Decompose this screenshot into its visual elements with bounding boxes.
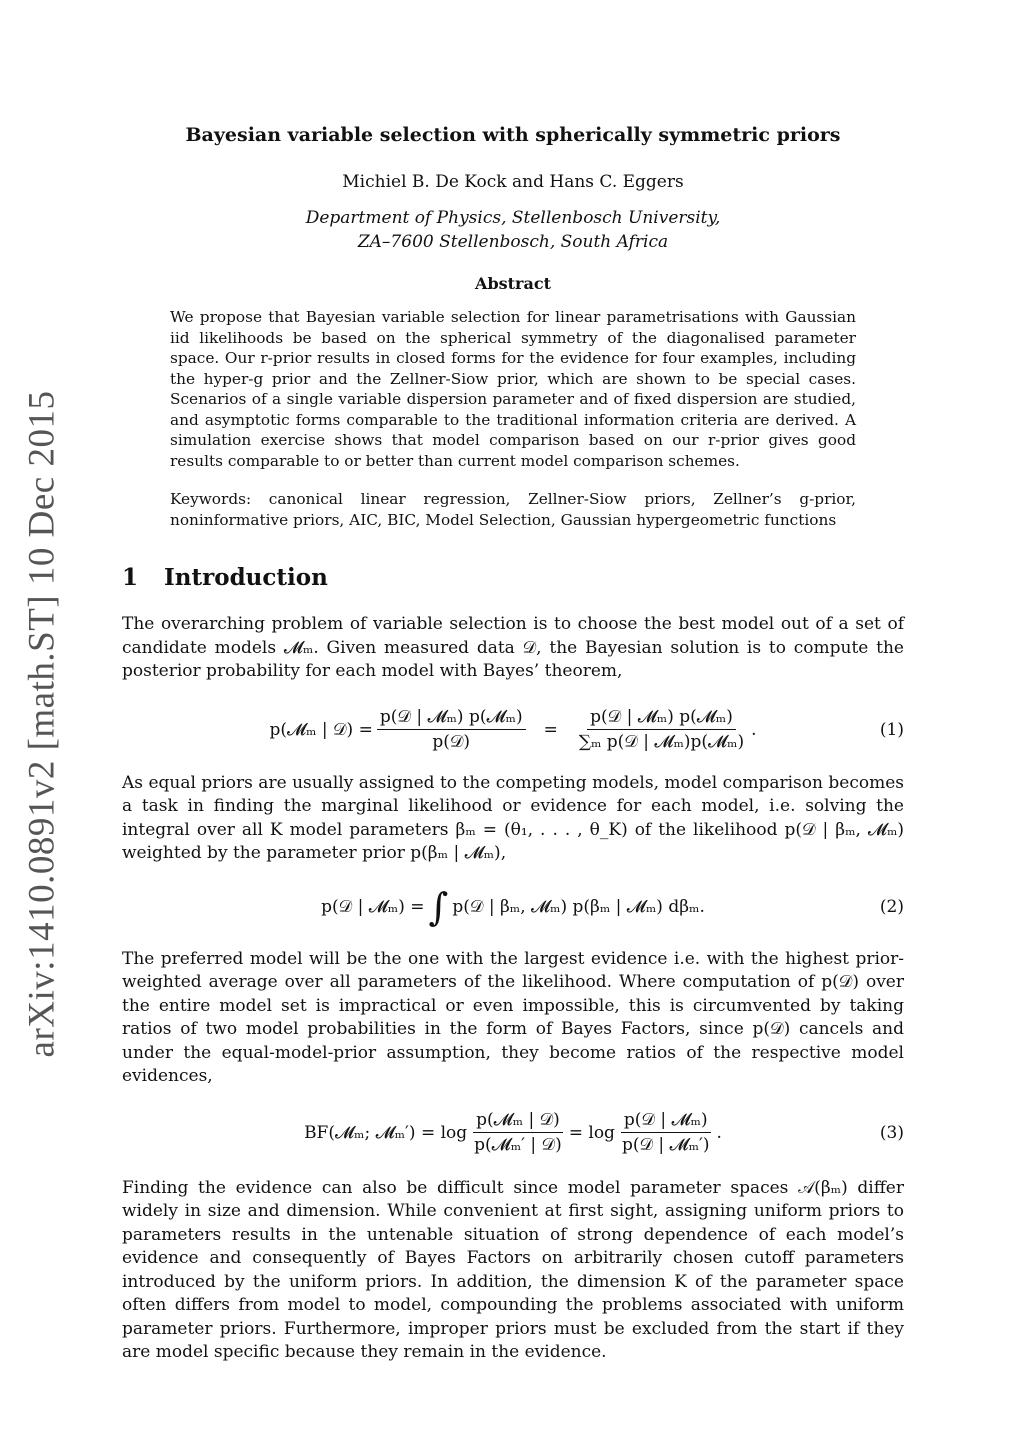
affiliation-line-1: Department of Physics, Stellenbosch University, [305,208,721,228]
integral-sign: ∫ [428,884,449,929]
eq1-frac1-numerator: p(𝒟 | 𝓜ₘ) p(𝓜ₘ) [377,707,526,730]
eq3-lhs: BF(𝓜ₘ; 𝓜ₘ′) = log [304,1122,468,1143]
eq2-rhs: p(𝒟 | βₘ, 𝓜ₘ) p(βₘ | 𝓜ₘ) dβₘ. [452,896,705,917]
eq3-fraction-1 [471,1110,565,1155]
paragraph-4: Finding the evidence can also be difficult since model parameter spaces 𝒜(βₘ) differ widely in size and dimension. While convenient at first sight, assigning uniform priors to parameters results in the untenable situation of strong dependence of each model’s evidence and consequently of Bayes Factors on arbitrarily chosen cutoff parameters introduced by the uniform priors. In addition, the dimension K of the parameter space often differs from model to model, compounding the problems associated with uniform parameter priors. Furthermore, improper priors must be excluded from the start if they are model specific because they remain in the evidence. [122,1177,904,1362]
section-title: Introduction [164,564,328,591]
arxiv-identifier-stamp: arXiv:1410.0891v2 [math.ST] 10 Dec 2015 [21,390,63,1058]
eq2-lhs: p(𝒟 | 𝓜ₘ) = [321,896,425,917]
eq1-lhs: p(𝓜ₘ | 𝒟) = [269,719,373,740]
abstract-text: We propose that Bayesian variable selection for linear parametrisations with Gaussian iid likelihoods be based on the spherical symmetry of the diagonalised parameter space. Our r-prior results in closed forms for the evidence for four examples, including the hyper-g prior and the Zellner-Siow prior, which are shown to be special cases. Scenarios of a single variable dispersion parameter and of fixed dispersion are studied, and asymptotic forms comparable to the traditional information criteria are derived. A simulation exercise shows that model comparison based on our r-prior gives good results comparable to or better than current model comparison schemes. [170,308,856,470]
eq3-fraction-2 [619,1110,713,1155]
eq1-frac2-denominator: ∑ₘ p(𝒟 | 𝓜ₘ)p(𝓜ₘ) [578,732,745,752]
abstract-heading: Abstract [475,274,551,293]
affiliation [122,206,904,254]
equation-2 [122,882,904,932]
eq3-frac1-numerator: p(𝓜ₘ | 𝒟) [473,1110,563,1133]
section-number: 1 [122,564,139,591]
paper-title: Bayesian variable selection with spherically symmetric priors [185,124,841,146]
eq1-fraction-1 [377,707,526,752]
eq3-frac1-denominator: p(𝓜ₘ′ | 𝒟) [474,1135,562,1155]
eq3-period: . [716,1122,722,1143]
equation-number-1: (1) [879,719,904,740]
equation-3 [122,1105,904,1161]
eq3-frac2-denominator: p(𝒟 | 𝓜ₘ′) [621,1135,710,1155]
affiliation-line-2: ZA–7600 Stellenbosch, South Africa [357,232,669,252]
section-heading [122,564,904,591]
paragraph-2: As equal priors are usually assigned to the competing models, model comparison becomes a task in finding the marginal likelihood or evidence for each model, i.e. solving the integral over all K model parameters βₘ = (θ₁, . . . , θ_K) of the likelihood p(𝒟 | βₘ, 𝓜ₘ) weighted by the parameter prior p(βₘ | 𝓜ₘ), [122,772,904,863]
eq1-fraction-2 [576,707,747,752]
eq1-period: . [751,719,757,740]
equation-number-3: (3) [879,1122,904,1143]
paragraph-1: The overarching problem of variable selection is to choose the best model out of a set of candidate models 𝓜ₘ. Given measured data 𝒟, the Bayesian solution is to compute the posterior probability for each model with Bayes’ theorem, [122,614,904,681]
author-list: Michiel B. De Kock and Hans C. Eggers [342,172,684,192]
paper-page [122,118,904,1365]
eq3-frac2-numerator: p(𝒟 | 𝓜ₘ) [621,1110,711,1133]
eq3-mid: = log [568,1122,615,1143]
eq1-frac2-numerator: p(𝒟 | 𝓜ₘ) p(𝓜ₘ) [587,707,736,730]
eq1-frac1-denominator: p(𝒟) [432,732,471,752]
equation-1 [122,702,904,758]
equation-number-2: (2) [879,896,904,917]
eq1-equals: = [543,719,558,740]
keywords: Keywords: canonical linear regression, Zellner-Siow priors, Zellner’s g-prior, noninformative priors, AIC, BIC, Model Selection, Gaussian hypergeometric functions [170,490,856,529]
paragraph-3: The preferred model will be the one with the largest evidence i.e. with the highest prior-weighted average over all parameters of the likelihood. Where computation of p(𝒟) over the entire model set is impractical or even impossible, this is circumvented by taking ratios of two model probabilities in the form of Bayes Factors, since p(𝒟) cancels and under the equal-model-prior assumption, they become ratios of the respective model evidences, [122,948,904,1086]
